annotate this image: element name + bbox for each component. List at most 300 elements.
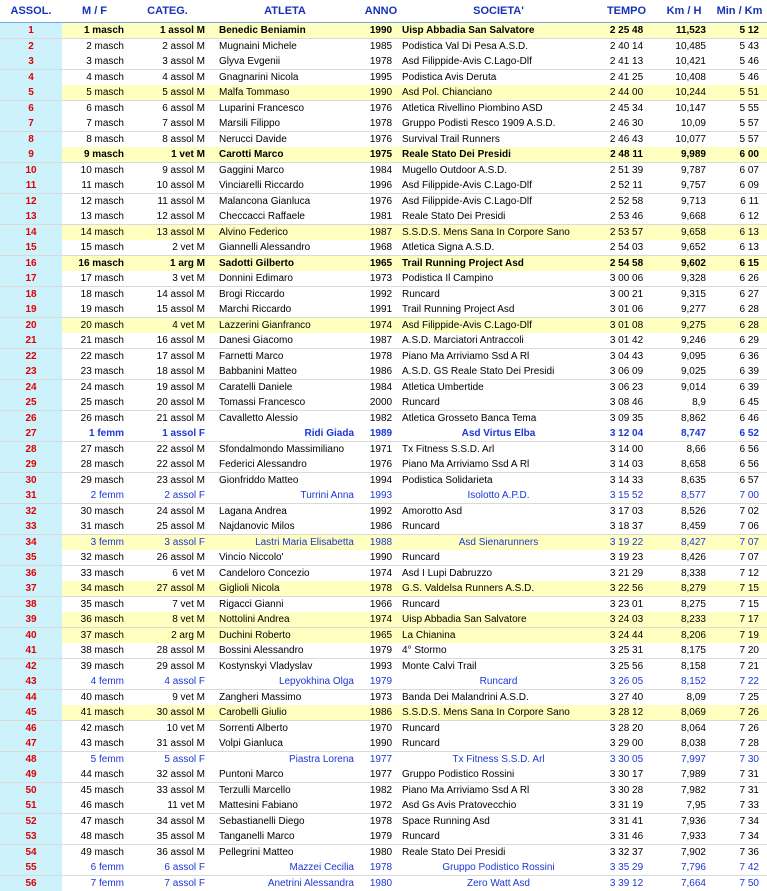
time-cell: 3 21 29	[597, 566, 656, 582]
gender-rank-cell: 45 masch	[62, 783, 127, 799]
table-row	[0, 581, 767, 597]
gender-rank-cell: 7 masch	[62, 116, 127, 132]
birth-year-cell: 1977	[362, 767, 400, 783]
pace-cell: 7 31	[712, 767, 767, 783]
athlete-name-cell: Zangheri Massimo	[208, 690, 362, 706]
position-cell: 29	[0, 457, 62, 473]
gender-rank-cell: 6 masch	[62, 101, 127, 117]
club-cell: Asd I Lupi Dabruzzo	[400, 566, 597, 582]
speed-cell: 9,328	[656, 271, 712, 287]
athlete-name-cell: Malancona Gianluca	[208, 194, 362, 210]
athlete-name-cell: Checcacci Raffaele	[208, 209, 362, 225]
gender-rank-cell: 41 masch	[62, 705, 127, 721]
time-cell: 3 28 20	[597, 721, 656, 737]
pace-cell: 7 17	[712, 612, 767, 628]
club-cell: Piano Ma Arriviamo Ssd A Rl	[400, 349, 597, 365]
pace-cell: 6 07	[712, 163, 767, 179]
gender-rank-cell: 38 masch	[62, 643, 127, 659]
athlete-name-cell: Tomassi Francesco	[208, 395, 362, 411]
birth-year-cell: 1993	[362, 488, 400, 504]
category-cell: 32 assol M	[127, 767, 208, 783]
time-cell: 3 04 43	[597, 349, 656, 365]
pace-cell: 6 52	[712, 426, 767, 442]
birth-year-cell: 1974	[362, 612, 400, 628]
birth-year-cell: 1968	[362, 240, 400, 256]
time-cell: 2 48 11	[597, 147, 656, 163]
athlete-name-cell: Lastri Maria Elisabetta	[208, 535, 362, 551]
position-cell: 50	[0, 783, 62, 799]
category-cell: 22 assol M	[127, 457, 208, 473]
athlete-name-cell: Lazzerini Gianfranco	[208, 318, 362, 334]
pace-cell: 5 51	[712, 85, 767, 101]
club-cell: Asd Filippide-Avis C.Lago-Dlf	[400, 194, 597, 210]
category-cell: 35 assol M	[127, 829, 208, 845]
club-cell: Asd Filippide-Avis C.Lago-Dlf	[400, 318, 597, 334]
position-cell: 21	[0, 333, 62, 349]
speed-cell: 8,233	[656, 612, 712, 628]
club-cell: Mugello Outdoor A.S.D.	[400, 163, 597, 179]
time-cell: 2 46 43	[597, 132, 656, 148]
speed-cell: 9,277	[656, 302, 712, 318]
position-cell: 26	[0, 411, 62, 427]
club-cell: Trail Running Project Asd	[400, 256, 597, 272]
club-cell: Podistica Avis Deruta	[400, 70, 597, 86]
speed-cell: 9,025	[656, 364, 712, 380]
table-row	[0, 674, 767, 690]
athlete-name-cell: Vincio Niccolo'	[208, 550, 362, 566]
table-row	[0, 380, 767, 396]
gender-rank-cell: 1 masch	[62, 23, 127, 39]
speed-cell: 8,862	[656, 411, 712, 427]
table-row	[0, 705, 767, 721]
club-cell: Atletica Rivellino Piombino ASD	[400, 101, 597, 117]
gender-rank-cell: 30 masch	[62, 504, 127, 520]
pace-cell: 5 46	[712, 70, 767, 86]
speed-cell: 7,997	[656, 752, 712, 768]
birth-year-cell: 1996	[362, 178, 400, 194]
club-cell: Podistica Il Campino	[400, 271, 597, 287]
athlete-name-cell: Pellegrini Matteo	[208, 845, 362, 861]
birth-year-cell: 1979	[362, 643, 400, 659]
speed-cell: 8,275	[656, 597, 712, 613]
speed-cell: 8,526	[656, 504, 712, 520]
time-cell: 3 14 00	[597, 442, 656, 458]
category-cell: 6 assol M	[127, 101, 208, 117]
gender-rank-cell: 25 masch	[62, 395, 127, 411]
table-row	[0, 457, 767, 473]
time-cell: 2 41 25	[597, 70, 656, 86]
athlete-name-cell: Alvino Federico	[208, 225, 362, 241]
category-cell: 13 assol M	[127, 225, 208, 241]
club-cell: S.S.D.S. Mens Sana In Corpore Sano	[400, 705, 597, 721]
birth-year-cell: 1972	[362, 798, 400, 814]
gender-rank-cell: 43 masch	[62, 736, 127, 752]
table-row	[0, 628, 767, 644]
position-cell: 40	[0, 628, 62, 644]
birth-year-cell: 1971	[362, 442, 400, 458]
gender-rank-cell: 40 masch	[62, 690, 127, 706]
speed-cell: 8,206	[656, 628, 712, 644]
club-cell: Atletica Umbertide	[400, 380, 597, 396]
birth-year-cell: 1966	[362, 597, 400, 613]
speed-cell: 8,426	[656, 550, 712, 566]
table-row	[0, 302, 767, 318]
athlete-name-cell: Cavalletto Alessio	[208, 411, 362, 427]
speed-cell: 9,757	[656, 178, 712, 194]
time-cell: 2 52 58	[597, 194, 656, 210]
birth-year-cell: 1990	[362, 85, 400, 101]
speed-cell: 8,427	[656, 535, 712, 551]
time-cell: 3 30 17	[597, 767, 656, 783]
category-cell: 7 assol F	[127, 876, 208, 891]
gender-rank-cell: 26 masch	[62, 411, 127, 427]
speed-cell: 8,635	[656, 473, 712, 489]
position-cell: 4	[0, 70, 62, 86]
category-cell: 33 assol M	[127, 783, 208, 799]
table-row	[0, 39, 767, 55]
category-cell: 2 assol M	[127, 39, 208, 55]
gender-rank-cell: 24 masch	[62, 380, 127, 396]
birth-year-cell: 1992	[362, 504, 400, 520]
time-cell: 3 24 44	[597, 628, 656, 644]
pace-cell: 6 39	[712, 380, 767, 396]
position-cell: 53	[0, 829, 62, 845]
birth-year-cell: 1979	[362, 829, 400, 845]
gender-rank-cell: 35 masch	[62, 597, 127, 613]
birth-year-cell: 1973	[362, 690, 400, 706]
header-assol[interactable]: ASSOL.	[0, 0, 62, 23]
speed-cell: 9,315	[656, 287, 712, 303]
category-cell: 22 assol M	[127, 442, 208, 458]
birth-year-cell: 1992	[362, 287, 400, 303]
birth-year-cell: 1965	[362, 628, 400, 644]
athlete-name-cell: Duchini Roberto	[208, 628, 362, 644]
club-cell: La Chianina	[400, 628, 597, 644]
table-row	[0, 70, 767, 86]
position-cell: 32	[0, 504, 62, 520]
position-cell: 25	[0, 395, 62, 411]
table-row	[0, 163, 767, 179]
header-societa[interactable]: SOCIETA'	[400, 0, 597, 23]
speed-cell: 7,936	[656, 814, 712, 830]
speed-cell: 8,577	[656, 488, 712, 504]
athlete-name-cell: Turrini Anna	[208, 488, 362, 504]
category-cell: 36 assol M	[127, 845, 208, 861]
club-cell: 4° Stormo	[400, 643, 597, 659]
gender-rank-cell: 14 masch	[62, 225, 127, 241]
athlete-name-cell: Mugnaini Michele	[208, 39, 362, 55]
pace-cell: 6 26	[712, 271, 767, 287]
header-tempo[interactable]: TEMPO	[597, 0, 656, 23]
athlete-name-cell: Donnini Edimaro	[208, 271, 362, 287]
time-cell: 3 14 03	[597, 457, 656, 473]
gender-rank-cell: 19 masch	[62, 302, 127, 318]
table-row	[0, 473, 767, 489]
position-cell: 46	[0, 721, 62, 737]
birth-year-cell: 1976	[362, 457, 400, 473]
club-cell: Tx Fitness S.S.D. Arl	[400, 752, 597, 768]
speed-cell: 9,246	[656, 333, 712, 349]
club-cell: Runcard	[400, 597, 597, 613]
time-cell: 3 01 08	[597, 318, 656, 334]
category-cell: 16 assol M	[127, 333, 208, 349]
time-cell: 3 35 29	[597, 860, 656, 876]
speed-cell: 10,09	[656, 116, 712, 132]
category-cell: 11 vet M	[127, 798, 208, 814]
club-cell: Monte Calvi Trail	[400, 659, 597, 675]
birth-year-cell: 2000	[362, 395, 400, 411]
position-cell: 51	[0, 798, 62, 814]
athlete-name-cell: Volpi Gianluca	[208, 736, 362, 752]
gender-rank-cell: 5 femm	[62, 752, 127, 768]
category-cell: 1 vet M	[127, 147, 208, 163]
club-cell: Atletica Grosseto Banca Tema	[400, 411, 597, 427]
speed-cell: 9,787	[656, 163, 712, 179]
speed-cell: 11,523	[656, 23, 712, 39]
pace-cell: 7 19	[712, 628, 767, 644]
time-cell: 2 25 48	[597, 23, 656, 39]
category-cell: 1 assol F	[127, 426, 208, 442]
club-cell: Uisp Abbadia San Salvatore	[400, 23, 597, 39]
time-cell: 3 31 41	[597, 814, 656, 830]
time-cell: 3 25 56	[597, 659, 656, 675]
speed-cell: 10,421	[656, 54, 712, 70]
position-cell: 35	[0, 550, 62, 566]
speed-cell: 9,014	[656, 380, 712, 396]
header-categ[interactable]: CATEG.	[127, 0, 208, 23]
time-cell: 3 00 06	[597, 271, 656, 287]
table-row	[0, 442, 767, 458]
birth-year-cell: 1990	[362, 736, 400, 752]
category-cell: 10 vet M	[127, 721, 208, 737]
gender-rank-cell: 37 masch	[62, 628, 127, 644]
pace-cell: 7 30	[712, 752, 767, 768]
table-row	[0, 85, 767, 101]
athlete-name-cell: Mattesini Fabiano	[208, 798, 362, 814]
club-cell: Reale Stato Dei Presidi	[400, 209, 597, 225]
birth-year-cell: 1978	[362, 349, 400, 365]
speed-cell: 10,408	[656, 70, 712, 86]
table-row	[0, 519, 767, 535]
time-cell: 3 06 09	[597, 364, 656, 380]
club-cell: Asd Filippide-Avis C.Lago-Dlf	[400, 178, 597, 194]
birth-year-cell: 1973	[362, 271, 400, 287]
table-row	[0, 178, 767, 194]
gender-rank-cell: 33 masch	[62, 566, 127, 582]
pace-cell: 6 15	[712, 256, 767, 272]
category-cell: 10 assol M	[127, 178, 208, 194]
position-cell: 49	[0, 767, 62, 783]
category-cell: 5 assol F	[127, 752, 208, 768]
athlete-name-cell: Carotti Marco	[208, 147, 362, 163]
pace-cell: 7 34	[712, 814, 767, 830]
table-row	[0, 101, 767, 117]
speed-cell: 10,244	[656, 85, 712, 101]
club-cell: Reale Stato Dei Presidi	[400, 147, 597, 163]
pace-cell: 6 46	[712, 411, 767, 427]
pace-cell: 6 13	[712, 240, 767, 256]
table-row	[0, 752, 767, 768]
time-cell: 2 41 13	[597, 54, 656, 70]
position-cell: 30	[0, 473, 62, 489]
table-row	[0, 349, 767, 365]
athlete-name-cell: Terzulli Marcello	[208, 783, 362, 799]
gender-rank-cell: 10 masch	[62, 163, 127, 179]
gender-rank-cell: 1 femm	[62, 426, 127, 442]
category-cell: 9 vet M	[127, 690, 208, 706]
pace-cell: 6 56	[712, 457, 767, 473]
athlete-name-cell: Gaggini Marco	[208, 163, 362, 179]
birth-year-cell: 1991	[362, 302, 400, 318]
club-cell: Gruppo Podistico Rossini	[400, 767, 597, 783]
pace-cell: 7 31	[712, 783, 767, 799]
time-cell: 3 18 37	[597, 519, 656, 535]
pace-cell: 7 15	[712, 597, 767, 613]
speed-cell: 9,652	[656, 240, 712, 256]
athlete-name-cell: Ridi Giada	[208, 426, 362, 442]
club-cell: Asd Pol. Chianciano	[400, 85, 597, 101]
category-cell: 8 vet M	[127, 612, 208, 628]
speed-cell: 8,66	[656, 442, 712, 458]
gender-rank-cell: 9 masch	[62, 147, 127, 163]
speed-cell: 7,95	[656, 798, 712, 814]
position-cell: 28	[0, 442, 62, 458]
pace-cell: 6 11	[712, 194, 767, 210]
club-cell: Runcard	[400, 721, 597, 737]
position-cell: 5	[0, 85, 62, 101]
time-cell: 3 22 56	[597, 581, 656, 597]
birth-year-cell: 1993	[362, 659, 400, 675]
gender-rank-cell: 34 masch	[62, 581, 127, 597]
pace-cell: 7 07	[712, 550, 767, 566]
club-cell: Uisp Abbadia San Salvatore	[400, 612, 597, 628]
table-row	[0, 550, 767, 566]
category-cell: 15 assol M	[127, 302, 208, 318]
category-cell: 3 vet M	[127, 271, 208, 287]
category-cell: 31 assol M	[127, 736, 208, 752]
gender-rank-cell: 5 masch	[62, 85, 127, 101]
header-kmh[interactable]: Km / H	[656, 0, 712, 23]
pace-cell: 7 21	[712, 659, 767, 675]
gender-rank-cell: 20 masch	[62, 318, 127, 334]
speed-cell: 8,279	[656, 581, 712, 597]
gender-rank-cell: 22 masch	[62, 349, 127, 365]
birth-year-cell: 1974	[362, 566, 400, 582]
table-row	[0, 535, 767, 551]
position-cell: 48	[0, 752, 62, 768]
category-cell: 7 vet M	[127, 597, 208, 613]
category-cell: 4 assol M	[127, 70, 208, 86]
time-cell: 3 06 23	[597, 380, 656, 396]
header-mf[interactable]: M / F	[62, 0, 127, 23]
gender-rank-cell: 3 masch	[62, 54, 127, 70]
speed-cell: 7,902	[656, 845, 712, 861]
birth-year-cell: 1974	[362, 318, 400, 334]
athlete-name-cell: Giannelli Alessandro	[208, 240, 362, 256]
time-cell: 3 26 05	[597, 674, 656, 690]
header-atleta[interactable]: ATLETA	[208, 0, 362, 23]
pace-cell: 5 57	[712, 116, 767, 132]
athlete-name-cell: Gionfriddo Matteo	[208, 473, 362, 489]
speed-cell: 7,664	[656, 876, 712, 891]
club-cell: Atletica Signa A.S.D.	[400, 240, 597, 256]
position-cell: 55	[0, 860, 62, 876]
speed-cell: 8,069	[656, 705, 712, 721]
birth-year-cell: 1987	[362, 225, 400, 241]
time-cell: 3 08 46	[597, 395, 656, 411]
time-cell: 3 39 12	[597, 876, 656, 891]
position-cell: 39	[0, 612, 62, 628]
birth-year-cell: 1977	[362, 752, 400, 768]
speed-cell: 10,077	[656, 132, 712, 148]
pace-cell: 6 09	[712, 178, 767, 194]
gender-rank-cell: 8 masch	[62, 132, 127, 148]
category-cell: 6 vet M	[127, 566, 208, 582]
category-cell: 18 assol M	[127, 364, 208, 380]
category-cell: 7 assol M	[127, 116, 208, 132]
table-row	[0, 612, 767, 628]
speed-cell: 7,982	[656, 783, 712, 799]
pace-cell: 7 15	[712, 581, 767, 597]
time-cell: 3 01 06	[597, 302, 656, 318]
birth-year-cell: 1965	[362, 256, 400, 272]
pace-cell: 7 28	[712, 736, 767, 752]
table-row	[0, 23, 767, 39]
time-cell: 3 09 35	[597, 411, 656, 427]
category-cell: 11 assol M	[127, 194, 208, 210]
category-cell: 8 assol M	[127, 132, 208, 148]
position-cell: 23	[0, 364, 62, 380]
birth-year-cell: 1976	[362, 194, 400, 210]
position-cell: 42	[0, 659, 62, 675]
athlete-name-cell: Mazzei Cecilia	[208, 860, 362, 876]
athlete-name-cell: Sebastianelli Diego	[208, 814, 362, 830]
position-cell: 22	[0, 349, 62, 365]
header-anno[interactable]: ANNO	[362, 0, 400, 23]
position-cell: 18	[0, 287, 62, 303]
birth-year-cell: 1978	[362, 581, 400, 597]
pace-cell: 7 26	[712, 705, 767, 721]
speed-cell: 8,064	[656, 721, 712, 737]
club-cell: Gruppo Podisti Resco 1909 A.S.D.	[400, 116, 597, 132]
birth-year-cell: 1995	[362, 70, 400, 86]
time-cell: 3 15 52	[597, 488, 656, 504]
athlete-name-cell: Lagana Andrea	[208, 504, 362, 520]
club-cell: Space Running Asd	[400, 814, 597, 830]
table-row	[0, 116, 767, 132]
table-row	[0, 767, 767, 783]
category-cell: 1 arg M	[127, 256, 208, 272]
header-minkm[interactable]: Min / Km	[712, 0, 767, 23]
category-cell: 29 assol M	[127, 659, 208, 675]
club-cell: Runcard	[400, 674, 597, 690]
position-cell: 41	[0, 643, 62, 659]
time-cell: 3 17 03	[597, 504, 656, 520]
speed-cell: 9,989	[656, 147, 712, 163]
speed-cell: 8,747	[656, 426, 712, 442]
club-cell: Runcard	[400, 287, 597, 303]
pace-cell: 6 28	[712, 318, 767, 334]
table-row	[0, 845, 767, 861]
category-cell: 26 assol M	[127, 550, 208, 566]
category-cell: 19 assol M	[127, 380, 208, 396]
position-cell: 27	[0, 426, 62, 442]
gender-rank-cell: 28 masch	[62, 457, 127, 473]
position-cell: 10	[0, 163, 62, 179]
category-cell: 27 assol M	[127, 581, 208, 597]
athlete-name-cell: Luparini Francesco	[208, 101, 362, 117]
position-cell: 13	[0, 209, 62, 225]
